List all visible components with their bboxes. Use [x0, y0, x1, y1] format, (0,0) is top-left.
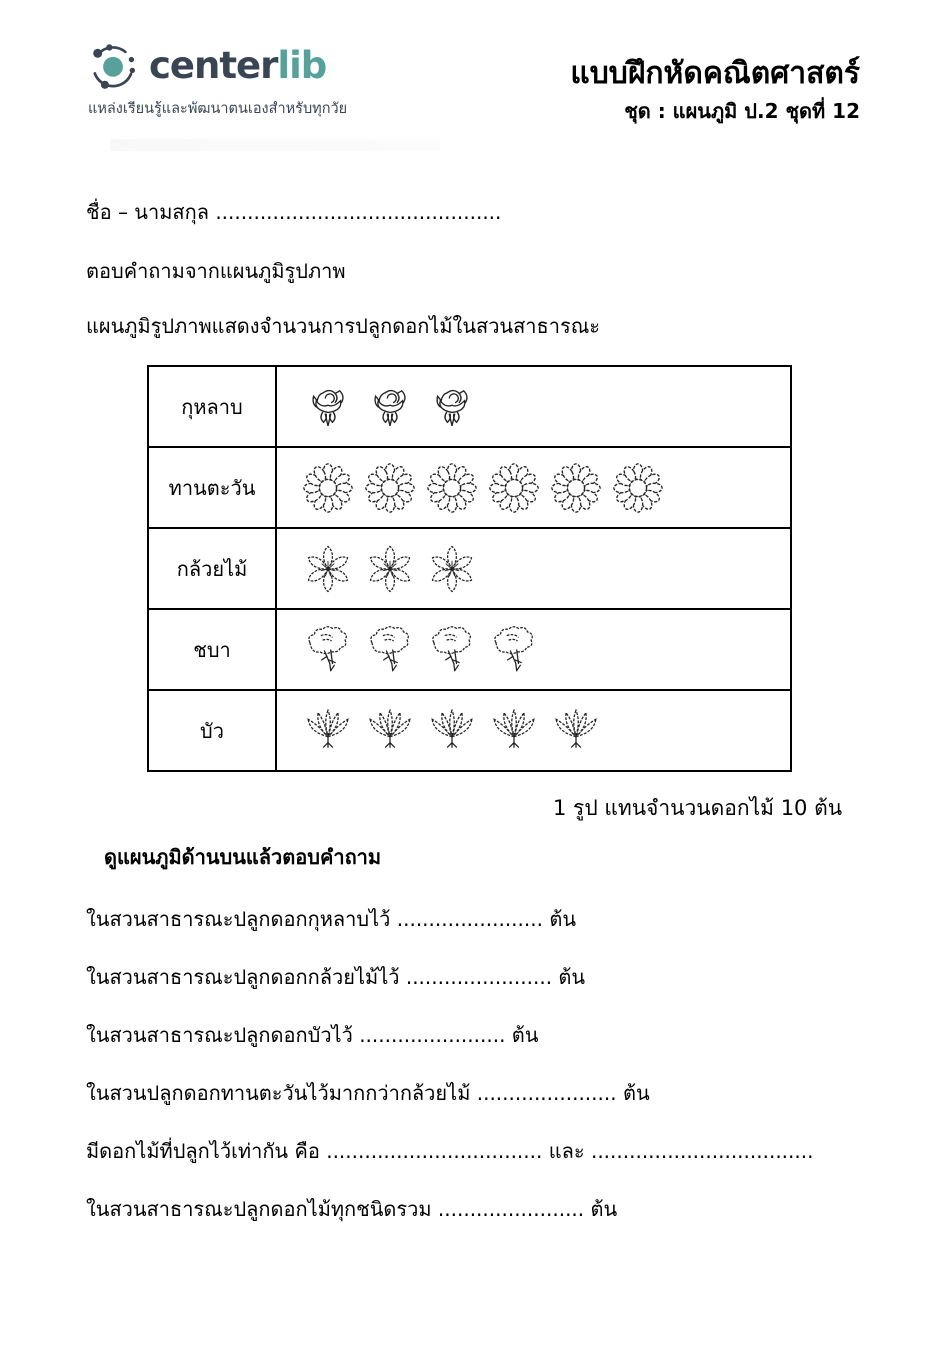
sunflower-icon [425, 461, 479, 515]
category-label: กุหลาบ [148, 366, 276, 447]
icons-cell [276, 447, 791, 528]
lotus-icon [301, 704, 355, 758]
sunflower-icon [363, 461, 417, 515]
category-label: กล้วยไม้ [148, 528, 276, 609]
pictograph-rows [148, 366, 791, 771]
hibiscus-icon [487, 623, 541, 677]
question-6: ในสวนสาธารณะปลูกดอกไม้ทุกชนิดรวม ....................... ต้น [86, 1197, 618, 1221]
pictograph-row [148, 528, 791, 609]
instruction-line: ตอบคำถามจากแผนภูมิรูปภาพ [86, 259, 346, 283]
sunflower-icon [487, 461, 541, 515]
rose-icon [363, 380, 417, 434]
question-5: มีดอกไม้ที่ปลูกไว้เท่ากัน คือ .................................. และ ................................... [86, 1139, 814, 1163]
name-surname-line: ชื่อ – นามสกุล ............................................. [86, 200, 502, 224]
worksheet-header [570, 56, 860, 127]
logo-wordmark [149, 43, 327, 87]
icons-cell [276, 366, 791, 447]
pictograph-row [148, 609, 791, 690]
centerlib-logo-icon [86, 38, 140, 92]
question-1: ในสวนสาธารณะปลูกดอกกุหลาบไว้ ....................... ต้น [86, 907, 576, 931]
orchid-icon [363, 542, 417, 596]
legend-note: 1 รูป แทนจำนวนดอกไม้ 10 ต้น [553, 796, 843, 820]
lotus-icon [425, 704, 479, 758]
lotus-icon [549, 704, 603, 758]
icons-cell [276, 528, 791, 609]
question-4: ในสวนปลูกดอกทานตะวันไว้มากกว่ากล้วยไม้ ...................... ต้น [86, 1081, 650, 1105]
orchid-icon [301, 542, 355, 596]
category-label: บัว [148, 690, 276, 771]
chart-description: แผนภูมิรูปภาพแสดงจำนวนการปลูกดอกไม้ในสวนสาธารณะ [86, 314, 601, 338]
pictograph-row [148, 690, 791, 771]
centerlib-logo [86, 38, 326, 92]
questions-heading: ดูแผนภูมิด้านบนแล้วตอบคำถาม [104, 845, 382, 869]
category-label: ชบา [148, 609, 276, 690]
sunflower-icon [611, 461, 665, 515]
pictograph-row [148, 447, 791, 528]
logo-text-center: center [149, 43, 278, 87]
worksheet-title: แบบฝึกหัดคณิตศาสตร์ [570, 56, 860, 91]
category-label: ทานตะวัน [148, 447, 276, 528]
question-2: ในสวนสาธารณะปลูกดอกกล้วยไม้ไว้ ....................... ต้น [86, 965, 586, 989]
hibiscus-icon [425, 623, 479, 677]
rose-icon [301, 380, 355, 434]
icons-cell [276, 690, 791, 771]
lotus-icon [363, 704, 417, 758]
logo-text-lib: lib [277, 43, 327, 87]
sunflower-icon [301, 461, 355, 515]
hibiscus-icon [363, 623, 417, 677]
faded-artifact [110, 139, 440, 151]
question-3: ในสวนสาธารณะปลูกดอกบัวไว้ ....................... ต้น [86, 1023, 539, 1047]
logo-tagline: แหล่งเรียนรู้และพัฒนาตนเองสำหรับทุกวัย [88, 101, 348, 117]
lotus-icon [487, 704, 541, 758]
pictograph-table [147, 365, 792, 772]
icons-cell [276, 609, 791, 690]
worksheet-subtitle: ชุด : แผนภูมิ ป.2 ชุดที่ 12 [624, 99, 860, 123]
rose-icon [425, 380, 479, 434]
sunflower-icon [549, 461, 603, 515]
hibiscus-icon [301, 623, 355, 677]
pictograph-row [148, 366, 791, 447]
orchid-icon [425, 542, 479, 596]
